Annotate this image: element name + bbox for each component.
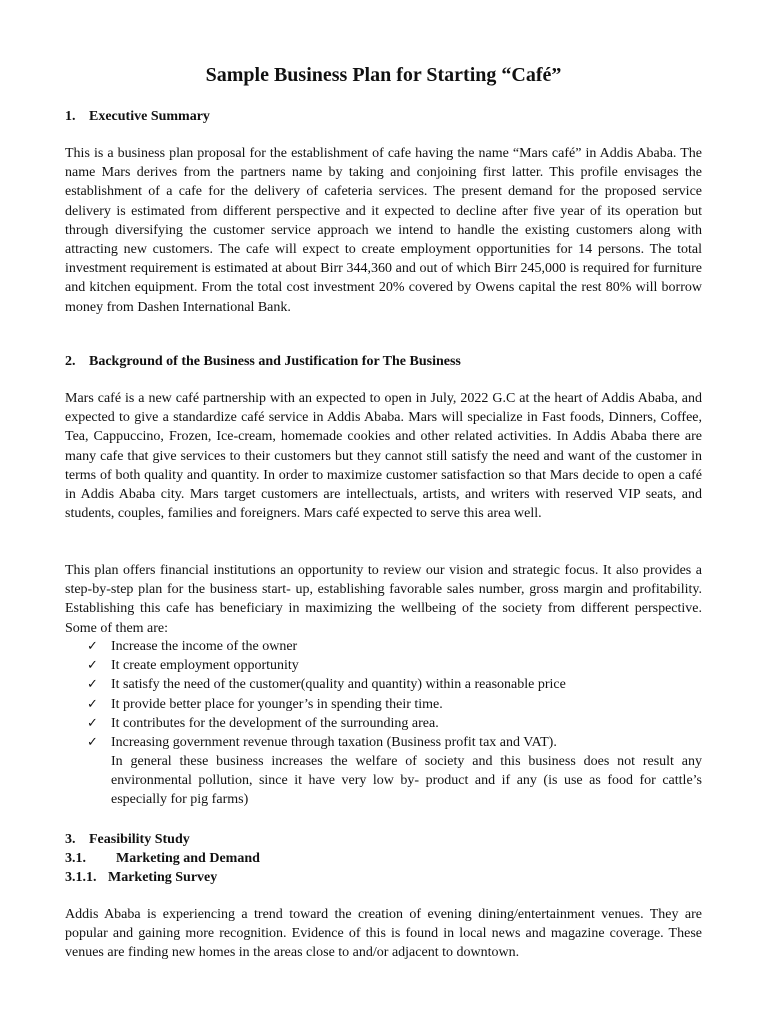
list-item (87, 714, 702, 733)
marketing-survey-paragraph: Addis Ababa is experiencing a trend toward the creation of evening dining/entertainment venues. They are popular and gaining more recognition. Evidence of this is found in local news and magazine coverage. These venues are finding new homes in the areas close to and/or adjacent to downtown. (65, 907, 702, 961)
list-item-text: Increasing government revenue through taxation (Business profit tax and VAT). (111, 735, 557, 751)
benefits-checklist (87, 637, 702, 752)
list-item (87, 733, 702, 752)
section-title: Background of the Business and Justification for The Business (89, 354, 461, 369)
subsection-number: 3.1. (65, 851, 86, 866)
subsection-heading-marketing-and-demand (65, 849, 260, 868)
section-heading-background (65, 352, 461, 371)
list-item-text: It create employment opportunity (111, 658, 299, 674)
list-item (87, 656, 702, 675)
checkmark-icon: ✓ (87, 735, 98, 751)
section-heading-feasibility-study (65, 830, 190, 849)
checkmark-icon: ✓ (87, 639, 98, 654)
checkmark-icon: ✓ (87, 658, 98, 674)
subsection-number: 3.1.1. (65, 870, 97, 885)
executive-summary-paragraph: This is a business plan proposal for the establishment of cafe having the name “Mars café” in Addis Ababa. The name Mars derives from the partners name by taking and conjoining first latter. This profile envisages the establishment of a cafe for the delivery of cafeteria services. The present demand for the proposed service delivery is estimated from different perspective and it expected to decline after five year of its operation but through diversifying the customer service approach we intend to handle the existing customers along with attracting new customers. The cafe will expect to create employment opportunities for 14 persons. The total investment requirement is estimated at about Birr 344,360 and out of which Birr 245,000 is required for furniture and kitchen equipment. From the total cost investment 20% covered by Owens capital the rest 80% will borrow money from Dashen International Bank. (65, 146, 702, 315)
checkmark-icon: ✓ (87, 696, 98, 712)
background-paragraph: Mars café is a new café partnership with an expected to open in July, 2022 G.C at the heart of Addis Ababa, and expected to give a standardize café service in Addis Ababa. Mars will specialize in Fast foods, Dinners, Coffee, Tea, Cappuccino, Frozen, Ice-cream, homemade cookies and other related activities. In Addis Ababa there are many cafe that give services to their customers but they cannot still satisfy the need and want of the customer in terms of both quality and quantity. In order to maximize customer satisfaction so that Mars decide to open a café in Addis Ababa city. Mars target customers are intellectuals, artists, and writers with reserved VIP seats, and students, couples, families and foreigners. Mars café expected to serve this area well. (65, 391, 702, 522)
list-item-text: It satisfy the need of the customer(quality and quantity) within a reasonable price (111, 677, 566, 693)
section-number: 1. (65, 109, 76, 124)
section-number: 3. (65, 832, 76, 847)
checkmark-icon: ✓ (87, 677, 98, 693)
subsection-title: Marketing and Demand (116, 851, 260, 866)
list-item-text: It contributes for the development of the surrounding area. (111, 715, 439, 731)
subsection-heading-marketing-survey (65, 868, 217, 887)
list-item (87, 695, 702, 714)
section-title: Feasibility Study (89, 832, 190, 847)
section-number: 2. (65, 354, 76, 369)
section-heading-executive-summary (65, 107, 210, 126)
closing-note-paragraph: In general these business increases the welfare of society and this business does not result any environmental pollution, since it have very low by- product and if any (is use as food for cattle’s especially for pig farms) (111, 754, 702, 808)
section-title: Executive Summary (89, 109, 210, 124)
list-item-text: Increase the income of the owner (111, 639, 298, 654)
list-item-text: It provide better place for younger’s in spending their time. (111, 696, 443, 712)
subsection-title: Marketing Survey (108, 870, 218, 885)
list-item (87, 675, 702, 694)
plan-overview-paragraph: This plan offers financial institutions an opportunity to review our vision and strategic focus. It also provides a step-by-step plan for the business start- up, establishing favorable sales number, gross margin and profitability. Establishing this cafe has beneficiary in maximizing the wellbeing of the society from different perspective. Some of them are: (65, 563, 702, 636)
checkmark-icon: ✓ (87, 715, 98, 731)
list-item (87, 637, 702, 656)
document-title: Sample Business Plan for Starting “Café” (205, 64, 562, 86)
